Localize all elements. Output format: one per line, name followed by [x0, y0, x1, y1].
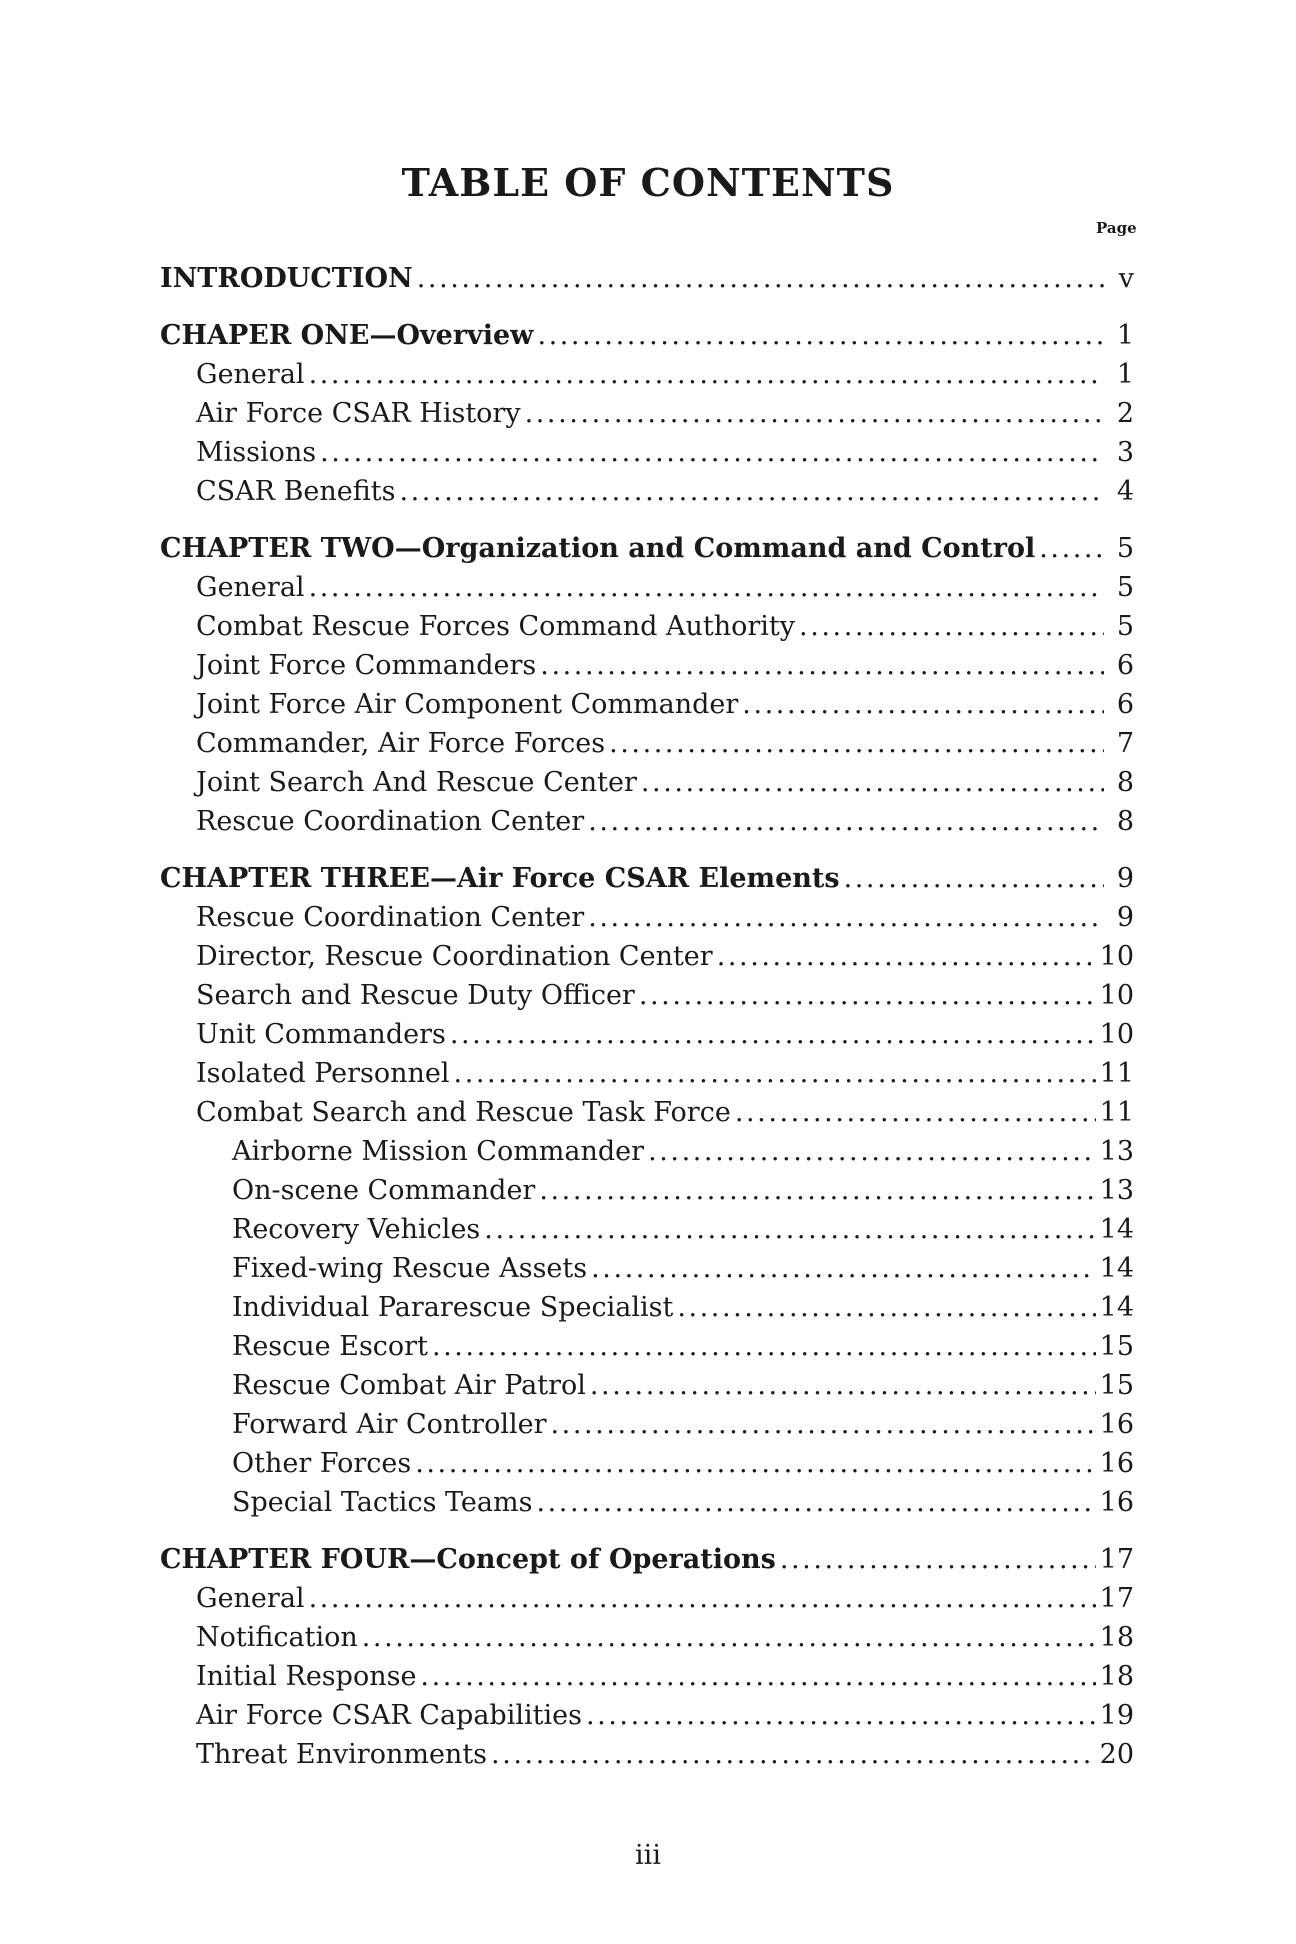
toc-entry-page: 9 [1116, 902, 1134, 933]
toc-entry[interactable] [160, 937, 1134, 976]
toc-entry-label: Threat Environments [196, 1739, 488, 1770]
toc-entry-page: 16 [1099, 1487, 1134, 1518]
toc-entry[interactable] [160, 433, 1134, 472]
toc-chapter-entry[interactable] [160, 1540, 1134, 1579]
dot-leader [537, 316, 1104, 355]
dot-leader [609, 724, 1104, 763]
toc-entry-label: Rescue Escort [232, 1331, 428, 1362]
toc-entry-page: 14 [1099, 1214, 1134, 1245]
toc-entry-label: Initial Response [196, 1661, 417, 1692]
toc-entry[interactable] [160, 1618, 1134, 1657]
toc-entry[interactable] [160, 394, 1134, 433]
toc-entry-page: 4 [1116, 476, 1134, 507]
toc-entry-page: 2 [1116, 398, 1134, 429]
dot-leader [415, 1444, 1095, 1483]
dot-leader [525, 394, 1104, 433]
dot-leader [551, 1405, 1096, 1444]
dot-leader [536, 1483, 1095, 1522]
toc-entry[interactable] [160, 1657, 1134, 1696]
toc-entry-label: CHAPTER FOUR—Concept of Operations [160, 1544, 776, 1575]
toc-entry-page: 15 [1099, 1331, 1134, 1362]
toc-entry[interactable] [160, 607, 1134, 646]
toc-entry-label: CHAPER ONE—Overview [160, 320, 534, 351]
dot-leader [484, 1210, 1095, 1249]
toc-entry-page: 11 [1099, 1097, 1134, 1128]
toc-entry-label: Joint Search And Rescue Center [196, 767, 637, 798]
toc-entry[interactable] [160, 898, 1134, 937]
toc-entry[interactable] [160, 1054, 1134, 1093]
table-of-contents [160, 259, 1134, 1774]
toc-entry-page: 14 [1099, 1253, 1134, 1284]
toc-entry-label: Director, Rescue Coordination Center [196, 941, 713, 972]
toc-entry-page: 13 [1099, 1175, 1134, 1206]
dot-leader [1039, 529, 1104, 568]
dot-leader [717, 937, 1096, 976]
toc-entry[interactable] [160, 355, 1134, 394]
toc-entry-page: 14 [1099, 1292, 1134, 1323]
dot-leader [399, 472, 1104, 511]
toc-entry-label: Air Force CSAR History [196, 398, 521, 429]
toc-entry-label: Fixed-wing Rescue Assets [232, 1253, 588, 1284]
toc-entry-label: Air Force CSAR Capabilities [196, 1700, 582, 1731]
toc-entry[interactable] [160, 1696, 1134, 1735]
dot-leader [590, 1366, 1096, 1405]
dot-leader [309, 568, 1104, 607]
toc-entry[interactable] [160, 1132, 1134, 1171]
toc-entry-page: 7 [1116, 728, 1134, 759]
page-number: iii [635, 1840, 661, 1871]
toc-entry-page: 17 [1099, 1544, 1134, 1575]
toc-entry-label: Rescue Coordination Center [196, 902, 585, 933]
toc-entry[interactable] [160, 763, 1134, 802]
toc-entry-label: Search and Rescue Duty Officer [196, 980, 635, 1011]
toc-chapter-entry[interactable] [160, 529, 1134, 568]
dot-leader [420, 1657, 1095, 1696]
dot-leader [591, 1249, 1096, 1288]
toc-entry-page: 10 [1099, 1019, 1134, 1050]
toc-chapter-entry[interactable] [160, 259, 1134, 298]
toc-entry[interactable] [160, 646, 1134, 685]
toc-entry-label: CHAPTER TWO—Organization and Command and Control [160, 533, 1036, 564]
dot-leader [309, 1579, 1096, 1618]
toc-entry-page: 5 [1116, 611, 1134, 642]
toc-chapter-entry[interactable] [160, 316, 1134, 355]
toc-entry-label: Recovery Vehicles [232, 1214, 481, 1245]
dot-leader [735, 1093, 1096, 1132]
toc-entry-page: 13 [1099, 1136, 1134, 1167]
dot-leader [450, 1015, 1096, 1054]
toc-entry[interactable] [160, 1735, 1134, 1774]
dot-leader [677, 1288, 1095, 1327]
toc-entry-page: 8 [1116, 767, 1134, 798]
toc-entry[interactable] [160, 724, 1134, 763]
toc-entry-page: 6 [1116, 650, 1134, 681]
toc-entry-page: 6 [1116, 689, 1134, 720]
toc-entry[interactable] [160, 1288, 1134, 1327]
dot-leader [641, 763, 1104, 802]
toc-entry-label: INTRODUCTION [160, 263, 413, 294]
toc-entry-label: CSAR Benefits [196, 476, 396, 507]
toc-entry-page: 5 [1116, 533, 1134, 564]
toc-entry-label: Joint Force Air Component Commander [196, 689, 739, 720]
toc-entry[interactable] [160, 1483, 1134, 1522]
toc-entry-label: Isolated Personnel [196, 1058, 450, 1089]
toc-entry-label: Airborne Mission Commander [232, 1136, 645, 1167]
toc-entry-page: 11 [1099, 1058, 1134, 1089]
toc-entry-page: 1 [1116, 320, 1134, 351]
page-column-label: Page [1096, 219, 1137, 237]
toc-entry-page: 16 [1099, 1409, 1134, 1440]
toc-entry-page: 17 [1099, 1583, 1134, 1614]
toc-entry-label: Missions [196, 437, 317, 468]
toc-entry[interactable] [160, 1093, 1134, 1132]
toc-entry[interactable] [160, 1249, 1134, 1288]
toc-entry[interactable] [160, 1015, 1134, 1054]
toc-entry-label: Notification [196, 1622, 358, 1653]
toc-entry-page: 3 [1116, 437, 1134, 468]
dot-leader [432, 1327, 1096, 1366]
dot-leader [320, 433, 1104, 472]
dot-leader [742, 685, 1104, 724]
toc-entry-page: 16 [1099, 1448, 1134, 1479]
toc-entry-label: General [196, 359, 305, 390]
toc-entry[interactable] [160, 1210, 1134, 1249]
toc-entry-label: General [196, 572, 305, 603]
dot-leader [454, 1054, 1096, 1093]
toc-entry-page: 10 [1099, 941, 1134, 972]
toc-entry-page: 9 [1116, 863, 1134, 894]
toc-entry[interactable] [160, 976, 1134, 1015]
dot-leader [799, 607, 1104, 646]
dot-leader [639, 976, 1096, 1015]
toc-entry-page: 10 [1099, 980, 1134, 1011]
toc-entry[interactable] [160, 802, 1134, 841]
toc-entry-page: 5 [1116, 572, 1134, 603]
dot-leader [309, 355, 1104, 394]
toc-entry-page: v [1118, 263, 1134, 294]
toc-entry-label: Forward Air Controller [232, 1409, 547, 1440]
dot-leader [540, 646, 1104, 685]
toc-entry-label: Combat Rescue Forces Command Authority [196, 611, 796, 642]
toc-entry-label: Individual Pararescue Specialist [232, 1292, 674, 1323]
toc-entry-label: Unit Commanders [196, 1019, 446, 1050]
toc-entry-label: On-scene Commander [232, 1175, 536, 1206]
dot-leader [491, 1735, 1096, 1774]
toc-entry-label: Special Tactics Teams [232, 1487, 533, 1518]
toc-entry-page: 19 [1099, 1700, 1134, 1731]
page-title: TABLE OF CONTENTS [401, 160, 895, 205]
toc-entry[interactable] [160, 1405, 1134, 1444]
toc-entry-label: CHAPTER THREE—Air Force CSAR Elements [160, 863, 840, 894]
dot-leader [648, 1132, 1096, 1171]
toc-entry-page: 20 [1099, 1739, 1134, 1770]
toc-entry-label: Commander, Air Force Forces [196, 728, 606, 759]
dot-leader [844, 859, 1104, 898]
toc-entry-label: Rescue Combat Air Patrol [232, 1370, 586, 1401]
dot-leader [780, 1540, 1096, 1579]
toc-chapter-entry[interactable] [160, 859, 1134, 898]
dot-leader [539, 1171, 1095, 1210]
toc-entry[interactable] [160, 568, 1134, 607]
toc-entry[interactable] [160, 1171, 1134, 1210]
toc-entry-label: Rescue Coordination Center [196, 806, 585, 837]
toc-entry-label: General [196, 1583, 305, 1614]
dot-leader [588, 802, 1104, 841]
toc-entry-page: 8 [1116, 806, 1134, 837]
toc-entry-page: 18 [1099, 1622, 1134, 1653]
toc-entry-label: Joint Force Commanders [196, 650, 537, 681]
toc-entry[interactable] [160, 685, 1134, 724]
toc-entry-label: Other Forces [232, 1448, 412, 1479]
toc-entry-page: 15 [1099, 1370, 1134, 1401]
dot-leader [362, 1618, 1096, 1657]
toc-entry[interactable] [160, 472, 1134, 511]
dot-leader [588, 898, 1104, 937]
toc-entry[interactable] [160, 1579, 1134, 1618]
toc-entry-page: 1 [1116, 359, 1134, 390]
toc-entry[interactable] [160, 1327, 1134, 1366]
toc-entry[interactable] [160, 1366, 1134, 1405]
toc-entry-label: Combat Search and Rescue Task Force [196, 1097, 731, 1128]
dot-leader [586, 1696, 1096, 1735]
toc-entry-page: 18 [1099, 1661, 1134, 1692]
dot-leader [417, 259, 1104, 298]
toc-entry[interactable] [160, 1444, 1134, 1483]
